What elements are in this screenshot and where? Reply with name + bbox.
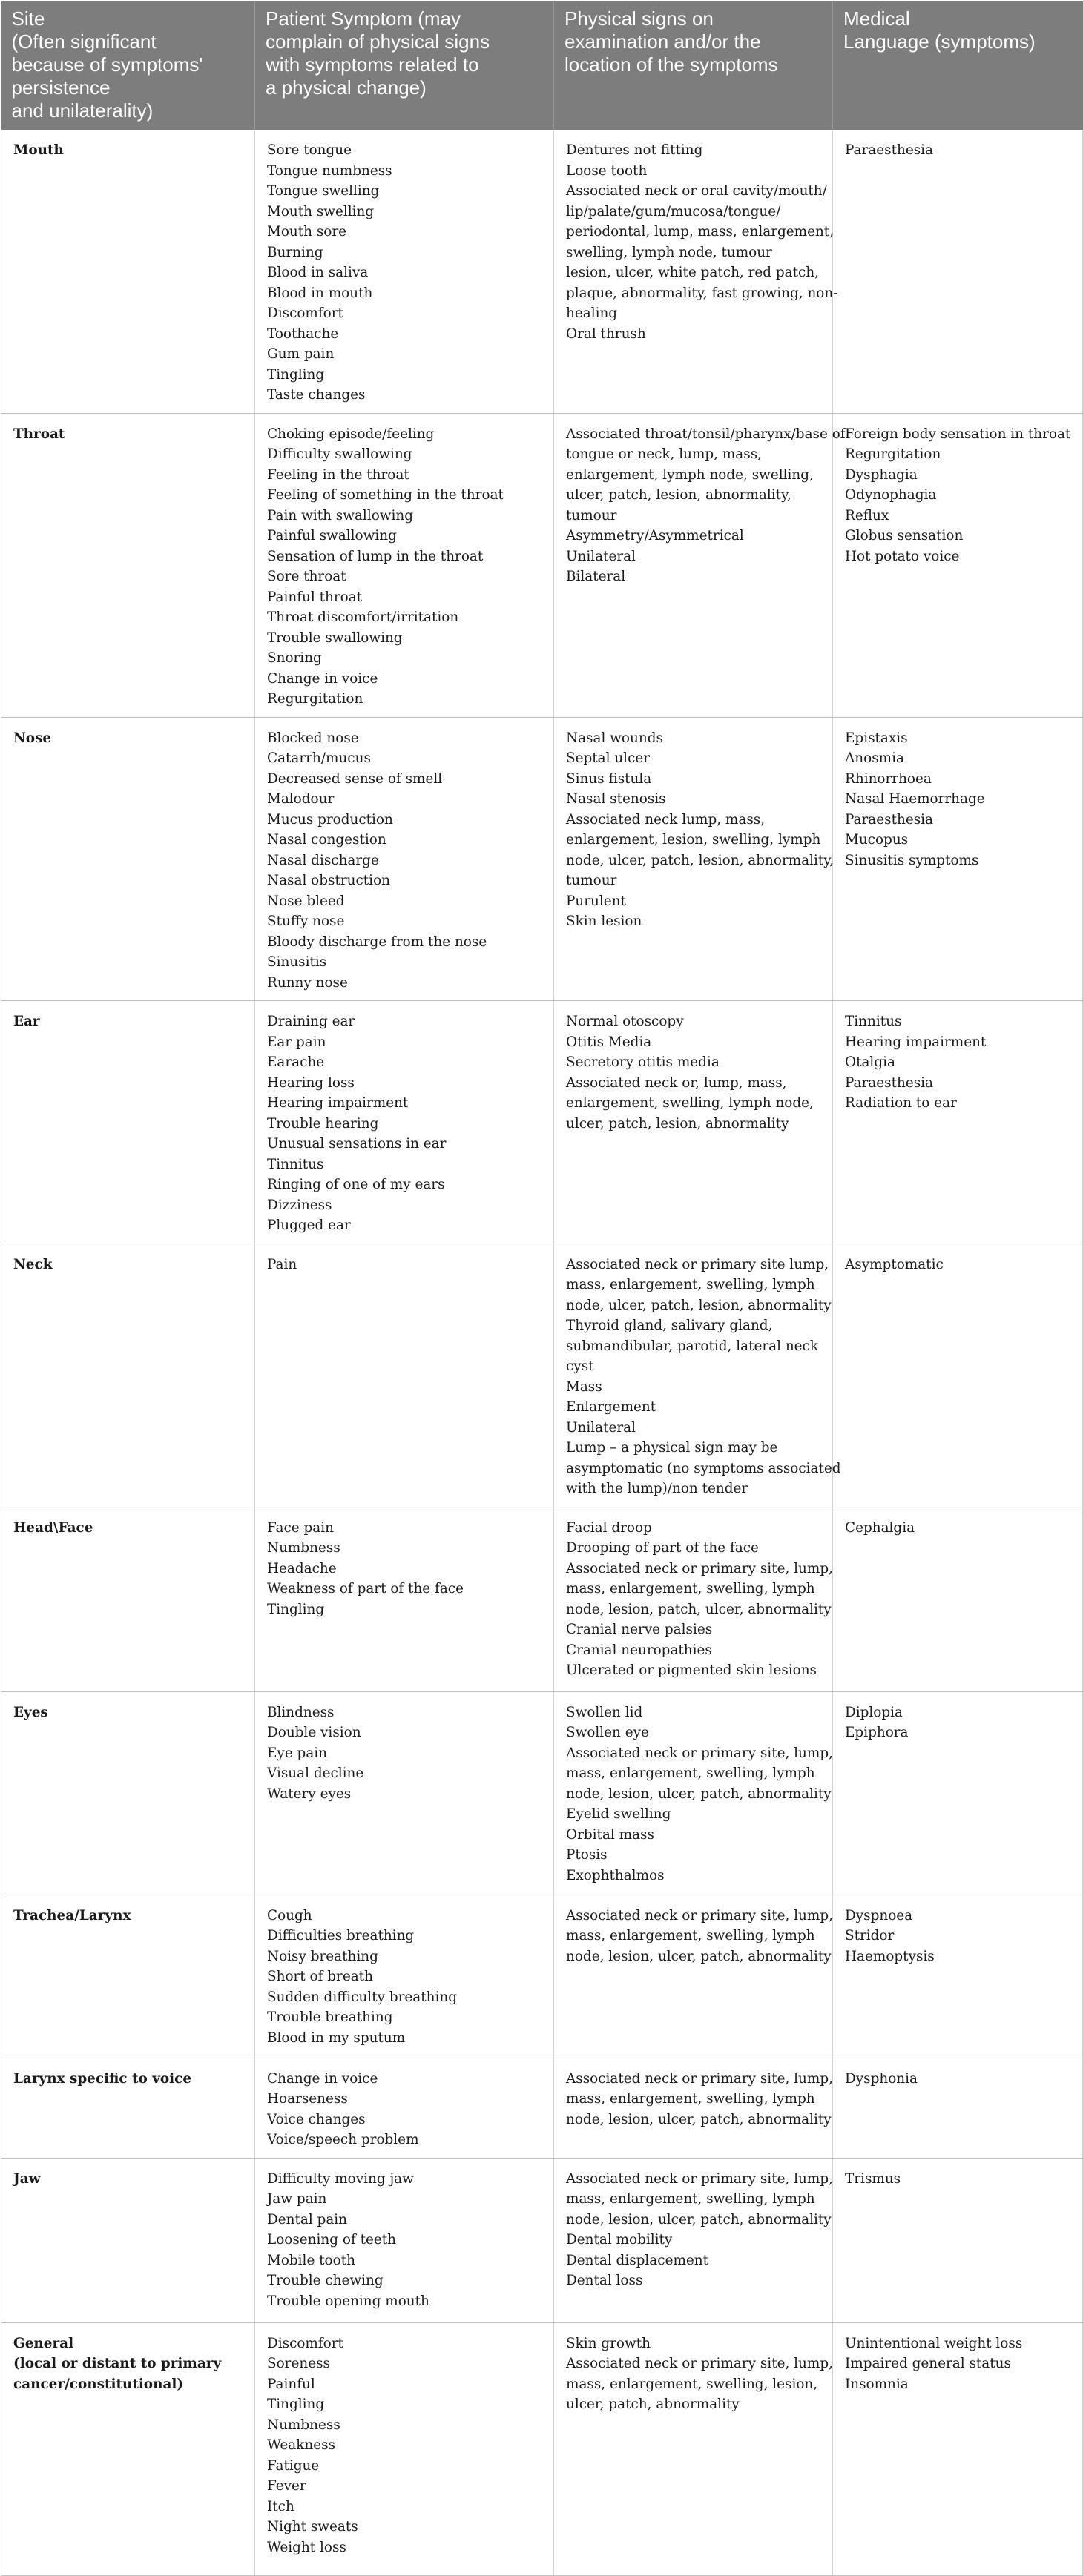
patient-symptom-cell-line: Throat discomfort/irritation: [267, 610, 459, 625]
header-patient-symptom-line: a physical change): [266, 76, 427, 99]
patient-symptom-cell-line: Blood in saliva: [267, 265, 369, 280]
physical-signs-cell-line: Bilateral: [566, 569, 626, 584]
site-cell-line: Nose: [13, 730, 52, 746]
medical-language-cell-line: Rhinorrhoea: [845, 770, 932, 787]
patient-symptom-cell-line: Voice/speech problem: [267, 2132, 419, 2147]
physical-signs-cell-line: mass, enlargement, swelling, lymph: [566, 1766, 815, 1781]
patient-symptom-cell-line: Tinnitus: [267, 1156, 324, 1172]
medical-language-cell-line: Nasal Haemorrhage: [845, 791, 985, 807]
medical-language-cell-line: Paraesthesia: [845, 811, 933, 828]
physical-signs-cell: [554, 1895, 833, 2058]
medical-language-cell: [833, 2058, 1083, 2158]
physical-signs-cell-line: Swollen lid: [566, 1704, 643, 1720]
site-cell: [1, 1691, 255, 1895]
site-cell-line: Mouth: [13, 142, 64, 158]
header-site-line: and unilaterality): [11, 99, 154, 122]
physical-signs-cell-line: Skin growth: [566, 2335, 651, 2351]
patient-symptom-cell-line: Catarrh/mucus: [267, 750, 371, 766]
medical-language-cell: [833, 1507, 1083, 1691]
physical-signs-cell-line: Sinus fistula: [566, 770, 652, 787]
physical-signs-cell-line: Facial droop: [566, 1519, 652, 1536]
patient-symptom-cell-line: Hearing loss: [267, 1074, 355, 1091]
patient-symptom-cell-line: Nasal obstruction: [267, 873, 390, 888]
medical-language-cell-line: Otalgia: [845, 1054, 895, 1070]
medical-language-cell-line: Insomnia: [845, 2376, 909, 2392]
physical-signs-cell-line: Swollen eye: [566, 1725, 649, 1740]
patient-symptom-cell-line: Pain: [267, 1256, 297, 1272]
physical-signs-cell-line: tumour: [566, 873, 617, 888]
physical-signs-cell-line: node, ulcer, patch, lesion, abnormality,: [566, 852, 835, 868]
site-cell: [1, 2058, 255, 2158]
header-patient-symptom-line: complain of physical signs: [266, 30, 490, 53]
medical-language-cell-line: Reflux: [845, 507, 889, 524]
physical-signs-cell-line: enlargement, lesion, swelling, lymph: [566, 832, 821, 848]
patient-symptom-cell-line: Fever: [267, 2478, 306, 2494]
patient-symptom-cell-line: Tingling: [267, 2397, 325, 2412]
medical-language-cell-line: Dysphagia: [845, 466, 918, 483]
site-cell: [1, 413, 255, 717]
patient-symptom-cell-line: Difficulty moving jaw: [267, 2170, 414, 2187]
physical-signs-cell-line: Unilateral: [566, 548, 636, 564]
patient-symptom-cell-line: Painful: [267, 2376, 315, 2392]
patient-symptom-cell-line: Trouble opening mouth: [267, 2293, 429, 2309]
patient-symptom-cell-line: Noisy breathing: [267, 1948, 378, 1964]
physical-signs-cell-line: Associated neck or primary site, lump,: [566, 2170, 833, 2187]
patient-symptom-cell-line: Plugged ear: [267, 1218, 351, 1233]
medical-language-cell-line: Odynophagia: [845, 487, 937, 503]
patient-symptom-cell: [255, 717, 554, 1001]
medical-language-cell-line: Cephalgia: [845, 1519, 915, 1536]
patient-symptom-cell-line: Sore tongue: [267, 142, 352, 158]
physical-signs-cell-line: Asymmetry/Asymmetrical: [566, 528, 744, 544]
physical-signs-cell-line: Cranial neuropathies: [566, 1642, 712, 1658]
medical-language-cell-line: Mucopus: [845, 832, 909, 848]
site-cell: [1, 1244, 255, 1507]
physical-signs-cell-line: submandibular, parotid, lateral neck: [566, 1338, 818, 1354]
patient-symptom-cell-line: Mucus production: [267, 811, 393, 828]
physical-signs-cell-line: mass, enlargement, swelling, lymph: [566, 1581, 815, 1596]
physical-signs-cell-line: Associated neck or primary site lump,: [566, 1256, 829, 1272]
table-row: [1, 1507, 1083, 1691]
physical-signs-cell: [554, 1244, 841, 1507]
medical-language-cell-line: Hearing impairment: [845, 1034, 987, 1050]
patient-symptom-cell-line: Stuffy nose: [267, 914, 345, 929]
table-row: [1, 1001, 1083, 1244]
table-row: [1, 130, 1083, 413]
header-site: [1, 1, 255, 130]
patient-symptom-cell-line: Discomfort: [267, 2335, 343, 2351]
patient-symptom-cell-line: Unusual sensations in ear: [267, 1136, 447, 1152]
patient-symptom-cell-line: Numbness: [267, 1540, 340, 1556]
physical-signs-cell-line: Skin lesion: [566, 914, 642, 929]
physical-signs-cell-line: Drooping of part of the face: [566, 1540, 759, 1556]
patient-symptom-cell-line: Weakness of part of the face: [267, 1581, 464, 1596]
table-row: [1, 413, 1083, 717]
table-row: [1, 2058, 1083, 2158]
patient-symptom-cell-line: Snoring: [267, 650, 322, 666]
medical-language-cell-line: Tinnitus: [845, 1014, 902, 1029]
patient-symptom-cell-line: Tongue swelling: [267, 183, 380, 199]
patient-symptom-cell-line: Nasal congestion: [267, 832, 386, 848]
header-site-line: because of symptoms': [11, 53, 203, 76]
patient-symptom-cell-line: Weight loss: [267, 2539, 346, 2555]
physical-signs-cell-line: Lump – a physical sign may be: [566, 1440, 778, 1456]
physical-signs-cell-line: Associated neck or primary site, lump,: [566, 2070, 833, 2087]
physical-signs-cell-line: Mass: [566, 1378, 602, 1395]
physical-signs-cell-line: Associated neck or, lump, mass,: [566, 1074, 787, 1091]
patient-symptom-cell-line: Difficulty swallowing: [267, 446, 412, 462]
site-cell-line: Throat: [13, 426, 65, 442]
patient-symptom-cell-line: Night sweats: [267, 2519, 358, 2534]
patient-symptom-cell-line: Earache: [267, 1054, 325, 1070]
medical-language-cell-line: Epiphora: [845, 1725, 909, 1740]
physical-signs-cell-line: node, lesion, ulcer, patch, abnormality: [566, 2111, 832, 2127]
physical-signs-cell: [554, 413, 846, 717]
physical-signs-cell: [554, 2158, 833, 2322]
physical-signs-cell-line: Unilateral: [566, 1419, 636, 1436]
physical-signs-cell-line: Dental loss: [566, 2273, 643, 2288]
physical-signs-cell-line: enlargement, lymph node, swelling,: [566, 466, 814, 483]
site-cell-line: (local or distant to primary: [13, 2356, 222, 2371]
patient-symptom-cell-line: Double vision: [267, 1725, 361, 1740]
physical-signs-cell-line: Thyroid gland, salivary gland,: [566, 1318, 773, 1333]
patient-symptom-cell-line: Fatigue: [267, 2457, 320, 2474]
patient-symptom-cell-line: Sensation of lump in the throat: [267, 548, 484, 564]
medical-language-cell-line: Haemoptysis: [845, 1948, 935, 1964]
physical-signs-cell-line: lip/palate/gum/mucosa/tongue/: [566, 203, 781, 219]
patient-symptom-cell-line: Bloody discharge from the nose: [267, 934, 487, 950]
patient-symptom-cell-line: Feeling of something in the throat: [267, 487, 504, 503]
patient-symptom-cell-line: Malodour: [267, 791, 335, 807]
physical-signs-cell-line: periodontal, lump, mass, enlargement,: [566, 224, 835, 240]
patient-symptom-cell-line: Discomfort: [267, 306, 343, 321]
medical-language-cell-line: Hot potato voice: [845, 548, 960, 564]
physical-signs-cell-line: Dental displacement: [566, 2252, 709, 2268]
physical-signs-cell-line: Ulcerated or pigmented skin lesions: [566, 1662, 817, 1678]
physical-signs-cell-line: mass, enlargement, swelling, lymph: [566, 1928, 815, 1943]
patient-symptom-cell-line: Trouble breathing: [267, 2009, 393, 2025]
patient-symptom-cell-line: Hoarseness: [267, 2091, 348, 2107]
patient-symptom-cell-line: Voice changes: [267, 2111, 366, 2127]
site-cell-line: Neck: [13, 1256, 53, 1272]
physical-signs-cell-line: Enlargement: [566, 1399, 656, 1415]
patient-symptom-cell-line: Headache: [267, 1560, 337, 1576]
site-cell-line: Trachea/Larynx: [13, 1907, 131, 1923]
physical-signs-cell-line: Normal otoscopy: [566, 1014, 684, 1029]
patient-symptom-cell: [255, 1001, 554, 1244]
physical-signs-cell-line: mass, enlargement, swelling, lesion,: [566, 2376, 818, 2392]
header-physical-signs: [554, 1, 833, 130]
patient-symptom-cell-line: Runny nose: [267, 974, 348, 991]
medical-language-cell-line: Impaired general status: [845, 2356, 1011, 2371]
header-physical-signs-line: examination and/or the: [564, 30, 761, 53]
physical-signs-cell-line: Associated neck or oral cavity/mouth/: [566, 183, 827, 199]
physical-signs-cell-line: ulcer, patch, abnormality: [566, 2397, 740, 2412]
physical-signs-cell-line: mass, enlargement, swelling, lymph: [566, 2191, 815, 2207]
medical-language-cell-line: Paraesthesia: [845, 1074, 933, 1091]
patient-symptom-cell: [255, 1895, 554, 2058]
patient-symptom-cell: [255, 1507, 554, 1691]
physical-signs-cell-line: Septal ulcer: [566, 750, 651, 766]
site-cell-line: Jaw: [13, 2170, 41, 2187]
table-header: [1, 1, 1083, 130]
medical-language-cell-line: Globus sensation: [845, 528, 964, 544]
physical-signs-cell: [554, 2058, 833, 2158]
physical-signs-cell-line: Dental mobility: [566, 2232, 673, 2248]
header-site-line: (Often significant: [11, 30, 157, 53]
site-cell: [1, 2158, 255, 2322]
patient-symptom-cell-line: Itch: [267, 2498, 294, 2514]
medical-language-cell-line: Stridor: [845, 1928, 895, 1943]
medical-language-cell: [833, 413, 1083, 717]
header-physical-signs-line: location of the symptoms: [564, 53, 778, 76]
patient-symptom-cell-line: Sore throat: [267, 569, 346, 584]
patient-symptom-cell: [255, 130, 554, 413]
physical-signs-cell-line: cyst: [566, 1358, 594, 1374]
patient-symptom-cell-line: Pain with swallowing: [267, 507, 414, 524]
patient-symptom-cell-line: Blood in mouth: [267, 285, 373, 301]
physical-signs-cell-line: mass, enlargement, swelling, lymph: [566, 1277, 815, 1292]
site-cell: [1, 130, 255, 413]
patient-symptom-cell-line: Toothache: [267, 326, 339, 342]
patient-symptom-cell-line: Trouble hearing: [267, 1115, 379, 1132]
site-cell-line: cancer/constitutional): [13, 2376, 184, 2392]
medical-language-cell: [833, 1001, 1083, 1244]
patient-symptom-cell-line: Trouble chewing: [267, 2273, 384, 2288]
header-site-line: Site: [11, 7, 45, 30]
patient-symptom-cell-line: Blindness: [267, 1704, 335, 1720]
patient-symptom-cell-line: Draining ear: [267, 1014, 355, 1029]
patient-symptom-cell-line: Mouth swelling: [267, 203, 375, 219]
medical-language-cell-line: Asymptomatic: [845, 1256, 944, 1272]
patient-symptom-cell-line: Gum pain: [267, 346, 335, 362]
physical-signs-cell-line: Oral thrush: [566, 326, 646, 342]
patient-symptom-cell-line: Trouble swallowing: [267, 630, 403, 646]
header-physical-signs-line: Physical signs on: [564, 7, 714, 30]
patient-symptom-cell: [255, 2058, 554, 2158]
medical-language-cell-line: Foreign body sensation in throat: [845, 426, 1071, 442]
medical-language-cell: [833, 1895, 1083, 2058]
header-site-line: persistence: [11, 76, 111, 99]
physical-signs-cell-line: ulcer, patch, lesion, abnormality,: [566, 487, 791, 503]
medical-language-cell-line: Trismus: [845, 2170, 901, 2187]
table-row: [1, 1244, 1083, 1507]
physical-signs-cell-line: tumour: [566, 507, 617, 524]
header-medical-language: [833, 1, 1083, 130]
site-cell: [1, 1001, 255, 1244]
table-row: [1, 2322, 1083, 2575]
patient-symptom-cell-line: Nose bleed: [267, 893, 345, 909]
physical-signs-cell: [554, 1001, 833, 1244]
physical-signs-cell-line: Dentures not fitting: [566, 142, 703, 158]
patient-symptom-cell: [255, 1691, 554, 1895]
patient-symptom-cell-line: Watery eyes: [267, 1786, 352, 1802]
physical-signs-cell-line: Otitis Media: [566, 1034, 652, 1050]
physical-signs-cell-line: with the lump)/non tender: [566, 1481, 748, 1496]
patient-symptom-cell-line: Change in voice: [267, 2070, 378, 2087]
site-cell-line: Larynx specific to voice: [13, 2070, 192, 2087]
physical-signs-cell-line: enlargement, swelling, lymph node,: [566, 1095, 814, 1111]
medical-language-cell-line: Dyspnoea: [845, 1907, 913, 1923]
patient-symptom-cell-line: Hearing impairment: [267, 1095, 409, 1111]
physical-signs-cell-line: Associated neck or primary site, lump,: [566, 1745, 833, 1761]
physical-signs-cell-line: Orbital mass: [566, 1826, 654, 1843]
header-patient-symptom: [255, 1, 554, 130]
patient-symptom-cell-line: Visual decline: [267, 1766, 364, 1781]
header-patient-symptom-line: Patient Symptom (may: [266, 7, 461, 30]
patient-symptom-cell-line: Painful swallowing: [267, 528, 397, 544]
physical-signs-cell: [554, 717, 833, 1001]
patient-symptom-cell-line: Eye pain: [267, 1745, 328, 1761]
medical-language-cell-line: Unintentional weight loss: [845, 2335, 1023, 2351]
physical-signs-cell-line: Associated neck or primary site, lump,: [566, 1560, 833, 1576]
table-row: [1, 2158, 1083, 2322]
site-cell: [1, 2322, 255, 2575]
physical-signs-cell: [554, 1691, 833, 1895]
patient-symptom-cell-line: Choking episode/feeling: [267, 426, 435, 442]
medical-language-cell: [833, 1691, 1083, 1895]
patient-symptom-cell-line: Blocked nose: [267, 730, 359, 746]
medical-language-cell-line: Dysphonia: [845, 2070, 918, 2087]
medical-language-cell-line: Anosmia: [845, 750, 904, 766]
patient-symptom-cell-line: Blood in my sputum: [267, 2030, 406, 2046]
patient-symptom-cell-line: Ringing of one of my ears: [267, 1177, 445, 1192]
patient-symptom-cell-line: Feeling in the throat: [267, 466, 409, 483]
table-row: [1, 1895, 1083, 2058]
patient-symptom-cell: [255, 413, 554, 717]
physical-signs-cell-line: ulcer, patch, lesion, abnormality: [566, 1115, 789, 1132]
physical-signs-cell-line: tongue or neck, lump, mass,: [566, 446, 762, 462]
patient-symptom-cell-line: Short of breath: [267, 1969, 373, 1984]
physical-signs-cell-line: node, ulcer, patch, lesion, abnormality: [566, 1297, 832, 1313]
physical-signs-cell-line: node, lesion, ulcer, patch, abnormality: [566, 1948, 832, 1964]
header-medical-language-line: Language (symptoms): [843, 30, 1036, 53]
patient-symptom-cell-line: Dental pain: [267, 2211, 348, 2227]
medical-language-cell-line: Diplopia: [845, 1704, 903, 1720]
medical-language-cell-line: Epistaxis: [845, 730, 908, 746]
physical-signs-cell-line: asymptomatic (no symptoms associated: [566, 1460, 841, 1476]
patient-symptom-cell-line: Ear pain: [267, 1034, 326, 1050]
header-medical-language-line: Medical: [843, 7, 910, 30]
physical-signs-cell: [554, 1507, 833, 1691]
physical-signs-cell-line: Purulent: [566, 893, 626, 909]
physical-signs-cell: [554, 2322, 833, 2575]
patient-symptom-cell-line: Decreased sense of smell: [267, 770, 443, 787]
patient-symptom-cell-line: Face pain: [267, 1519, 334, 1536]
site-cell: [1, 717, 255, 1001]
physical-signs-cell-line: Nasal wounds: [566, 730, 663, 746]
patient-symptom-cell-line: Taste changes: [267, 387, 366, 403]
patient-symptom-cell: [255, 2322, 554, 2575]
patient-symptom-cell-line: Regurgitation: [267, 691, 363, 707]
physical-signs-cell-line: Associated neck lump, mass,: [566, 811, 766, 828]
patient-symptom-cell-line: Tongue numbness: [267, 162, 392, 179]
patient-symptom-cell-line: Jaw pain: [267, 2191, 327, 2207]
physical-signs-cell-line: Ptosis: [566, 1847, 608, 1863]
physical-signs-cell-line: node, lesion, ulcer, patch, abnormality: [566, 1786, 832, 1802]
physical-signs-cell-line: Loose tooth: [566, 162, 648, 179]
physical-signs-cell-line: Eyelid swelling: [566, 1806, 671, 1822]
table-row: [1, 1691, 1083, 1895]
physical-signs-cell-line: Associated neck or primary site, lump,: [566, 1907, 833, 1923]
site-cell: [1, 1895, 255, 2058]
medical-language-cell: [833, 1244, 1083, 1507]
medical-language-cell-line: Radiation to ear: [845, 1095, 957, 1111]
medical-language-cell: [833, 2322, 1083, 2575]
patient-symptom-cell-line: Tingling: [267, 1601, 325, 1617]
medical-language-cell-line: Sinusitis symptoms: [845, 852, 979, 868]
patient-symptom-cell-line: Loosening of teeth: [267, 2232, 396, 2248]
patient-symptom-cell: [255, 2158, 554, 2322]
medical-language-cell: [833, 2158, 1083, 2322]
table-row: [1, 717, 1083, 1001]
physical-signs-cell-line: Associated neck or primary site, lump,: [566, 2356, 833, 2371]
patient-symptom-cell-line: Tingling: [267, 366, 325, 383]
physical-signs-cell-line: Associated throat/tonsil/pharynx/base of: [566, 426, 846, 442]
patient-symptom-cell-line: Mobile tooth: [267, 2252, 355, 2268]
physical-signs-cell-line: mass, enlargement, swelling, lymph: [566, 2091, 815, 2107]
medical-language-cell-line: Paraesthesia: [845, 142, 933, 158]
patient-symptom-cell-line: Dizziness: [267, 1197, 332, 1213]
physical-signs-cell: [554, 130, 838, 413]
header-row: [1, 1, 1083, 130]
physical-signs-cell-line: Nasal stenosis: [566, 791, 666, 807]
site-cell-line: Eyes: [13, 1704, 48, 1720]
patient-symptom-cell-line: Numbness: [267, 2417, 340, 2433]
patient-symptom-cell-line: Change in voice: [267, 670, 378, 687]
physical-signs-cell-line: Exophthalmos: [566, 1867, 665, 1883]
header-patient-symptom-line: with symptoms related to: [266, 53, 479, 76]
patient-symptom-cell-line: Mouth sore: [267, 224, 347, 240]
medical-language-cell: [833, 717, 1083, 1001]
physical-signs-cell-line: Cranial nerve palsies: [566, 1622, 713, 1637]
physical-signs-cell-line: Secretory otitis media: [566, 1054, 720, 1070]
table-body: [1, 130, 1083, 2575]
physical-signs-cell-line: node, lesion, ulcer, patch, abnormality: [566, 2211, 832, 2227]
patient-symptom-cell: [255, 1244, 554, 1507]
site-cell-line: Ear: [13, 1014, 40, 1029]
physical-signs-cell-line: plaque, abnormality, fast growing, non-: [566, 285, 838, 301]
patient-symptom-cell-line: Sudden difficulty breathing: [267, 1989, 457, 2005]
physical-signs-cell-line: swelling, lymph node, tumour: [566, 244, 772, 260]
patient-symptom-cell-line: Sinusitis: [267, 954, 327, 970]
physical-signs-cell-line: lesion, ulcer, white patch, red patch,: [566, 265, 820, 280]
patient-symptom-cell-line: Burning: [267, 244, 323, 260]
site-cell-line: General: [13, 2335, 74, 2351]
physical-signs-cell-line: healing: [566, 306, 618, 321]
site-cell: [1, 1507, 255, 1691]
physical-signs-cell-line: node, lesion, patch, ulcer, abnormality: [566, 1601, 832, 1617]
site-cell-line: Head\Face: [13, 1519, 93, 1536]
patient-symptom-cell-line: Nasal discharge: [267, 852, 379, 868]
patient-symptom-cell-line: Painful throat: [267, 589, 363, 605]
patient-symptom-cell-line: Difficulties breathing: [267, 1928, 415, 1943]
patient-symptom-cell-line: Soreness: [267, 2356, 330, 2371]
medical-language-cell: [833, 130, 1083, 413]
head-neck-symptom-table: [1, 1, 1083, 2576]
patient-symptom-cell-line: Weakness: [267, 2437, 335, 2453]
medical-language-cell-line: Regurgitation: [845, 446, 941, 462]
patient-symptom-cell-line: Cough: [267, 1907, 312, 1923]
